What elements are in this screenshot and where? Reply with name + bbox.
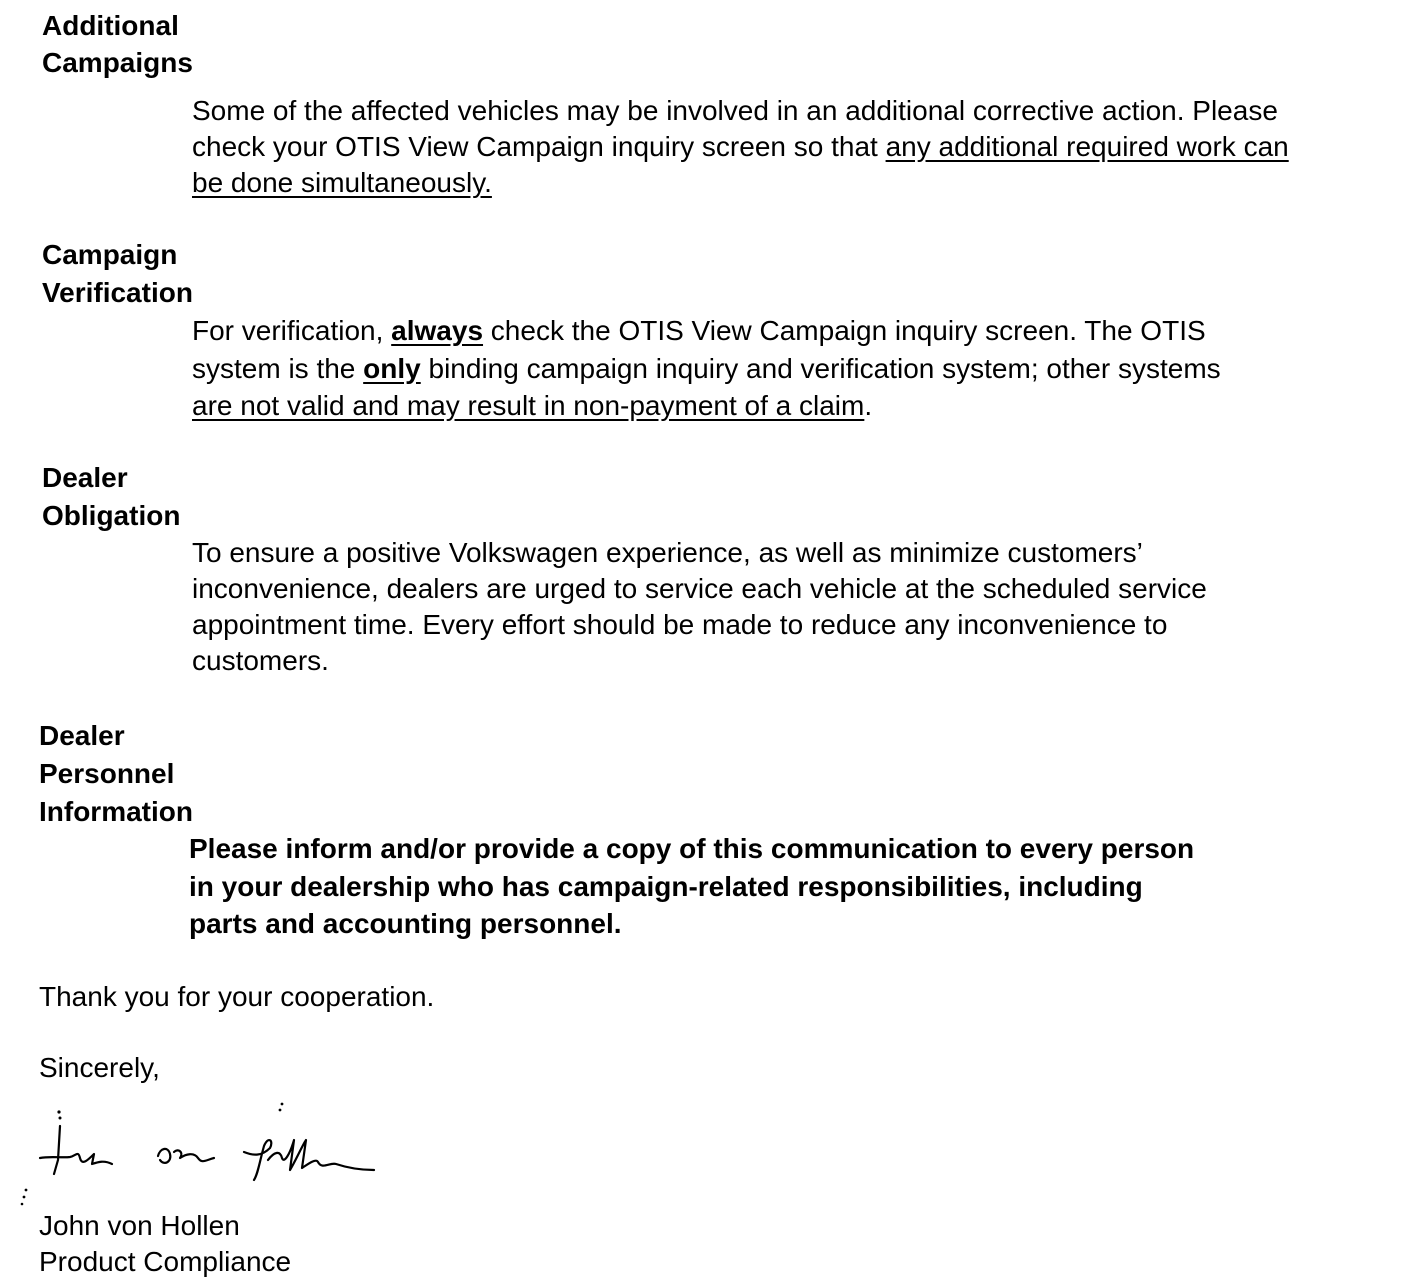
underlined-text: any additional required work can <box>885 131 1289 162</box>
paragraph-dealer-personnel <box>189 830 1389 943</box>
heading-line: Campaign <box>42 239 178 270</box>
underlined-text: are not valid and may result in non-payment of a claim <box>192 390 865 421</box>
heading-dealer-obligation <box>42 459 180 535</box>
heading-line: Additional <box>42 10 179 41</box>
text-run: For verification, <box>192 315 392 346</box>
heading-dealer-personnel-information <box>39 717 193 831</box>
paragraph-line <box>192 350 1392 388</box>
paragraph-line: Some of the affected vehicles may be involved in an additional corrective action. Please <box>192 95 1278 126</box>
heading-line: Personnel <box>39 758 175 789</box>
emphasis-only: only <box>363 352 421 384</box>
thank-you-text: Thank you for your cooperation. <box>39 981 435 1012</box>
paragraph-line: parts and accounting personnel. <box>189 908 622 939</box>
paragraph-line: inconvenience, dealers are urged to service each vehicle at the scheduled service <box>192 573 1207 604</box>
signer-name: John von Hollen <box>39 1210 240 1241</box>
paragraph-additional-campaigns <box>192 93 1392 201</box>
paragraph-line: To ensure a positive Volkswagen experience, as well as minimize customers’ <box>192 537 1143 568</box>
text-run: . <box>864 390 873 421</box>
heading-line: Campaigns <box>42 47 193 78</box>
paragraph-line <box>192 129 1392 165</box>
paragraph-line: in your dealership who has campaign-related responsibilities, including <box>189 870 1143 902</box>
underlined-text: be done simultaneously. <box>192 167 492 198</box>
paragraph-dealer-obligation <box>192 535 1392 679</box>
paragraph-line: customers. <box>192 645 329 676</box>
heading-line: Dealer <box>42 462 128 493</box>
paragraph-campaign-verification <box>192 312 1392 425</box>
heading-campaign-verification <box>42 236 193 312</box>
heading-additional-campaigns <box>42 7 193 81</box>
paragraph-line: appointment time. Every effort should be made to reduce any inconvenience to <box>192 609 1168 640</box>
paragraph-line: Please inform and/or provide a copy of this communication to every person <box>189 833 1195 864</box>
sincerely-text: Sincerely, <box>39 1052 160 1083</box>
heading-line: Information <box>39 796 193 827</box>
heading-line: Obligation <box>42 500 181 531</box>
text-run: binding campaign inquiry and verification system; other systems <box>420 352 1221 384</box>
heading-line: Dealer <box>39 720 125 751</box>
signer-title: Product Compliance <box>39 1246 292 1277</box>
emphasis-always: always <box>391 315 484 346</box>
signature-image <box>18 1100 388 1220</box>
text-run: system is the <box>192 352 364 384</box>
text-run: check the OTIS View Campaign inquiry screen. The OTIS <box>483 315 1206 346</box>
text-run: check your OTIS View Campaign inquiry screen so that <box>192 131 886 162</box>
heading-line: Verification <box>42 277 193 308</box>
paragraph-line <box>192 387 1392 425</box>
paragraph-line <box>192 312 1392 350</box>
